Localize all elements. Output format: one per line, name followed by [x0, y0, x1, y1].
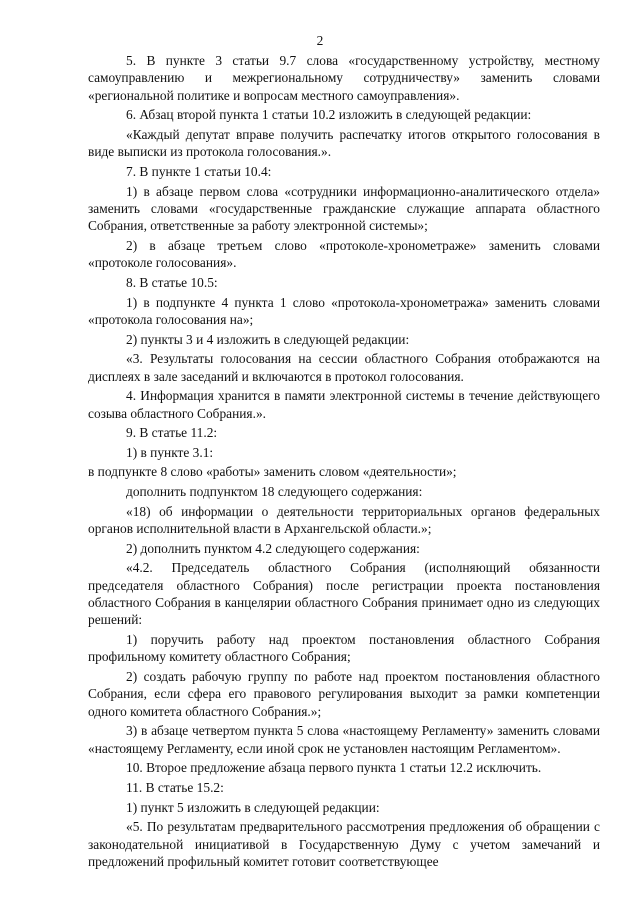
- paragraph: 8. В статье 10.5:: [126, 274, 218, 290]
- paragraph: 3) в абзаце четвертом пункта 5 слова «настоящему Регламенту» заменить словами «настоящему Регламенту, если иной срок не установлен настоящим Регламентом».: [88, 723, 600, 756]
- paragraph: 1) поручить работу над проектом постановления областного Собрания профильному комитету областного Собрания;: [88, 632, 600, 665]
- paragraph: 2) в абзаце третьем слово «протоколе-хронометраже» заменить словами «протоколе голосования».: [88, 237, 600, 271]
- document-body: [88, 52, 600, 873]
- paragraph: 6. Абзац второй пункта 1 статьи 10.2 изложить в следующей редакции:: [126, 107, 532, 123]
- paragraph: 5. В пункте 3 статьи 9.7 слова «государственному устройству, местному самоуправлению и межрегиональному сотрудничеству» заменить словами «региональной политике и вопросам местного самоуправления».: [88, 53, 600, 103]
- paragraph: 1) в пункте 3.1:: [126, 444, 214, 460]
- paragraph: 1) в подпункте 4 пункта 1 слово «протокола-хронометража» заменить словами «протокола голосования на»;: [88, 294, 600, 327]
- paragraph: «3. Результаты голосования на сессии областного Собрания отображаются на дисплеях в зале заседаний и включаются в протокол голосования.: [88, 351, 600, 384]
- paragraph: «Каждый депутат вправе получить распечатку итогов открытого голосования в виде выписки из протокола голосования.».: [88, 126, 600, 160]
- paragraph: «4.2. Председатель областного Собрания (исполняющий обязанности председателя областного Собрания) после регистрации проекта постановления областного Собрания в канцелярии областного Собрания принимает одно из следующих решений:: [88, 560, 600, 628]
- page-number: 2: [316, 33, 324, 48]
- paragraph: в подпункте 8 слово «работы» заменить словом «деятельности»;: [88, 464, 457, 480]
- paragraph: 11. В статье 15.2:: [126, 779, 224, 795]
- paragraph: 7. В пункте 1 статьи 10.4:: [126, 163, 272, 179]
- paragraph: 10. Второе предложение абзаца первого пункта 1 статьи 12.2 исключить.: [126, 760, 542, 776]
- paragraph: 1) пункт 5 изложить в следующей редакции:: [126, 799, 380, 815]
- paragraph: «5. По результатам предварительного рассмотрения предложения об обращении с законодательной инициативой в Государственную Думу с учетом замечаний и предложений профильный комитет готовит соответствующее: [88, 819, 600, 869]
- paragraph: 2) создать рабочую группу по работе над проектом постановления областного Собрания, если сфера его правового регулирования выходит за рамки компетенции одного комитета областного Собрания.»;: [88, 668, 600, 719]
- paragraph: 9. В статье 11.2:: [126, 425, 218, 441]
- paragraph: 1) в абзаце первом слова «сотрудники информационно-аналитического отдела» заменить словами «государственные гражданские служащие аппарата областного Собрания, ответственные за работу электронной системы»;: [88, 183, 600, 234]
- paragraph: 4. Информация хранится в памяти электронной системы в течение действующего созыва областного Собрания.».: [88, 388, 600, 421]
- paragraph: «18) об информации о деятельности территориальных органов федеральных органов исполнительной власти в Архангельской области.»;: [88, 503, 600, 537]
- paragraph: 2) дополнить пунктом 4.2 следующего содержания:: [126, 540, 420, 556]
- paragraph: 2) пункты 3 и 4 изложить в следующей редакции:: [126, 331, 410, 347]
- paragraph: дополнить подпунктом 18 следующего содержания:: [126, 484, 423, 500]
